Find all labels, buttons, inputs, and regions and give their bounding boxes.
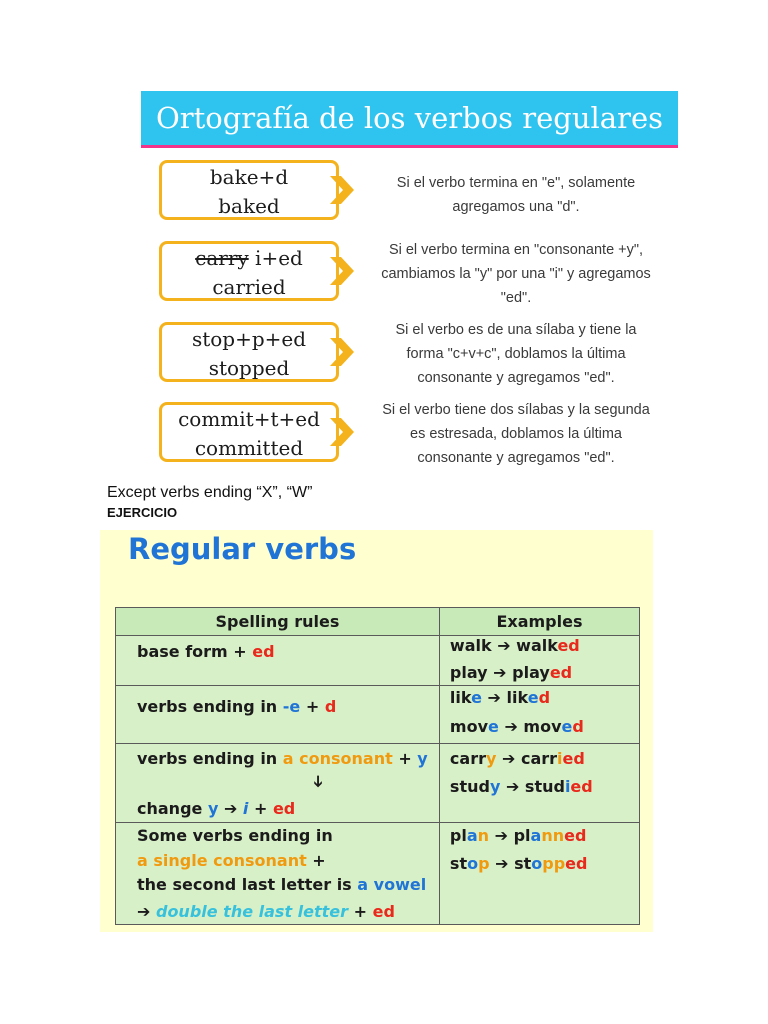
example-cell [439, 636, 639, 686]
rule-box-bake [159, 160, 339, 220]
chevron-right-icon [330, 338, 354, 366]
rule-plus: + [306, 851, 326, 870]
rule-description [358, 171, 674, 219]
except-note: Except verbs ending “X”, “W” [107, 484, 313, 501]
table-row [116, 823, 640, 925]
rule-description-line: Si el verbo termina en "e", solamente [396, 175, 636, 191]
rule-arrow: ➔ [218, 799, 243, 818]
formula-rest: i+ed [248, 246, 303, 270]
rule-consonant: a consonant [282, 749, 393, 768]
header-underline [141, 145, 678, 148]
example-text: st [449, 854, 468, 873]
example-consonant: pp [542, 854, 566, 873]
rule-plus: + [392, 749, 418, 768]
rule-text: the second last letter is [137, 875, 358, 894]
rule-line [137, 875, 426, 894]
example-text: ➔ carr [496, 749, 558, 768]
rule-description-line: "ed". [500, 290, 532, 306]
rule-text: verbs ending in [137, 697, 283, 716]
rule-line [137, 697, 336, 716]
rule-formula: commit+t+ed [178, 407, 320, 431]
rule-consonant: a single consonant [137, 851, 307, 870]
rule-ending: y [207, 799, 219, 818]
example-text: ➔ pl [489, 826, 531, 845]
example-suffix: ed [570, 777, 593, 796]
rule-box-carry [159, 241, 339, 301]
example-line [450, 688, 550, 707]
example-consonant: nn [541, 826, 565, 845]
example-cell [439, 744, 639, 823]
rule-plus: + [348, 902, 373, 921]
example-line [450, 749, 585, 768]
struck-letter: carry [195, 246, 249, 270]
example-suffix: ed [565, 854, 588, 873]
rule-description-line: agregamos una "d". [452, 199, 580, 215]
rule-description [358, 398, 674, 470]
rule-description [358, 238, 674, 310]
rule-suffix: ed [372, 902, 395, 921]
rule-description-line: Si el verbo tiene dos sílabas y la segunda [382, 402, 650, 418]
example-text: lik [449, 688, 472, 707]
rule-line [137, 851, 326, 870]
example-line [450, 777, 593, 796]
rule-suffix: ed [252, 642, 275, 661]
rule-box-stop [159, 322, 339, 382]
rule-double: double the last letter [155, 902, 349, 921]
rule-description-line: Si el verbo termina en "consonante +y", [388, 242, 644, 258]
example-text: play ➔ play [449, 663, 550, 682]
example-line [450, 826, 587, 845]
rule-description-line: consonante y agregamos "ed". [417, 450, 615, 466]
rule-line: Some verbs ending in [137, 826, 333, 845]
exercise-label: EJERCICIO [107, 505, 178, 520]
header-examples: Examples [439, 608, 639, 636]
example-text: ➔ lik [481, 688, 528, 707]
table-header-row [116, 608, 640, 636]
rule-plus: + [300, 697, 325, 716]
rule-description-line: Si el verbo es de una sílaba y tiene la [395, 322, 637, 338]
rule-suffix: ed [272, 799, 296, 818]
rule-description-line: cambiamos la "y" por una "i" y agregamos [381, 266, 651, 282]
rule-description-line: es estresada, doblamos la última [410, 426, 622, 442]
rule-box-commit [159, 402, 339, 462]
example-ending: y [489, 777, 501, 796]
rule-formula: bake+d [209, 165, 289, 189]
rule-text: verbs ending in [137, 749, 283, 768]
rule-ending: -e [282, 697, 301, 716]
example-vowel: o [531, 854, 543, 873]
example-ending: e [488, 717, 499, 736]
example-suffix: ed [562, 749, 585, 768]
regular-verbs-title: Regular verbs [128, 532, 357, 566]
chevron-right-icon [330, 176, 354, 204]
rule-line [137, 799, 295, 818]
example-text: walk ➔ walk [449, 636, 558, 655]
example-text: ➔ stud [500, 777, 565, 796]
spelling-rules-table [115, 607, 640, 925]
rule-description-line: consonante y agregamos "ed". [417, 370, 615, 386]
page-title: Ortografía de los verbos regulares [155, 101, 664, 135]
chevron-right-icon [330, 257, 354, 285]
example-text: stud [449, 777, 490, 796]
table-row [116, 686, 640, 744]
rule-result: carried [212, 275, 286, 299]
table-row [116, 636, 640, 686]
example-text: ➔ mov [498, 717, 562, 736]
rule-text: change [137, 799, 208, 818]
header-spelling-rules: Spelling rules [116, 608, 440, 636]
example-ending: i [557, 749, 563, 768]
rule-line [137, 902, 395, 921]
rule-result: committed [194, 436, 304, 460]
example-vowel: a [530, 826, 542, 845]
example-consonant: n [477, 826, 490, 845]
rule-formula: stop+p+ed [191, 327, 307, 351]
example-text: ➔ st [489, 854, 532, 873]
example-ending: i [564, 777, 571, 796]
example-ending: e [527, 688, 539, 707]
example-consonant: p [478, 854, 490, 873]
example-text: carr [449, 749, 486, 768]
example-ending: e [561, 717, 573, 736]
rule-formula [162, 246, 336, 270]
example-line [450, 717, 584, 736]
rule-vowel: a vowel [357, 875, 427, 894]
rule-arrow: ➔ [137, 902, 156, 921]
example-suffix: ed [557, 636, 580, 655]
rule-result: stopped [208, 356, 290, 380]
example-suffix: ed [549, 663, 573, 682]
rule-cell [116, 636, 440, 686]
down-arrow-icon: ➔ [309, 774, 329, 789]
example-suffix: d [538, 688, 551, 707]
rule-description [358, 318, 674, 390]
example-text: pl [449, 826, 467, 845]
rule-line [137, 642, 275, 661]
example-line [450, 636, 580, 655]
example-vowel: a [466, 826, 478, 845]
rule-plus: + [248, 799, 273, 818]
example-ending: e [471, 688, 482, 707]
rule-cell [116, 823, 440, 925]
chevron-right-icon [330, 418, 354, 446]
example-suffix: d [572, 717, 584, 736]
table-row [116, 744, 640, 823]
example-ending: y [485, 749, 497, 768]
rule-suffix: d [324, 697, 337, 716]
example-suffix: ed [564, 826, 587, 845]
example-cell [439, 686, 639, 744]
rule-cell [116, 744, 440, 823]
example-line [450, 854, 588, 873]
rule-ending: y [417, 749, 428, 768]
rule-cell [116, 686, 440, 744]
rule-text: base form + [137, 642, 253, 661]
rule-result: baked [218, 194, 280, 218]
example-line [450, 663, 572, 682]
rule-ending: i [242, 799, 249, 818]
example-text: mov [449, 717, 489, 736]
rule-line [137, 749, 428, 768]
example-cell [439, 823, 639, 925]
example-vowel: o [467, 854, 479, 873]
rule-description-line: forma "c+v+c", doblamos la última [406, 346, 626, 362]
